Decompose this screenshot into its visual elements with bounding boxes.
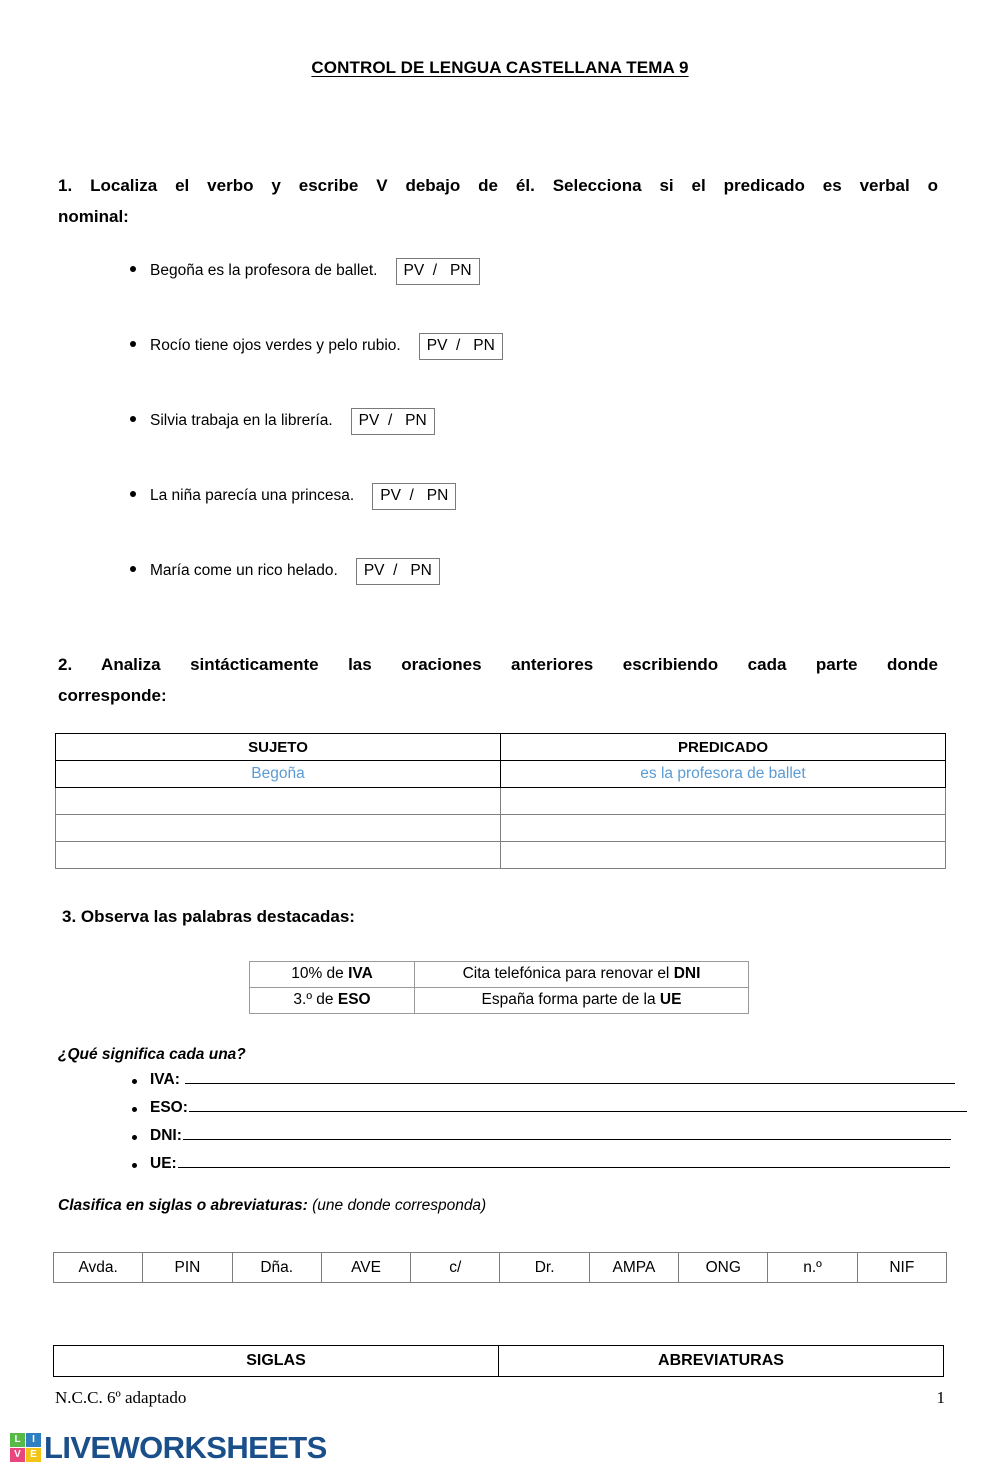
bullet-icon bbox=[132, 1079, 137, 1084]
table-row bbox=[56, 761, 946, 788]
blank-label-ue: UE: bbox=[150, 1155, 177, 1172]
question-1-heading-line-1: 1. Localiza el verbo y escribe V debajo de él. Selecciona si el predicado es verbal o bbox=[58, 176, 938, 195]
word-bank-cell[interactable]: AMPA bbox=[589, 1253, 678, 1283]
answer-blank-ue[interactable] bbox=[178, 1154, 950, 1168]
word-bank-cell[interactable]: Dr. bbox=[500, 1253, 589, 1283]
column-header-predicado: PREDICADO bbox=[501, 734, 946, 761]
cell-sujeto[interactable]: Begoña bbox=[56, 761, 501, 788]
bullet-icon bbox=[130, 491, 136, 497]
word-bank-table bbox=[53, 1252, 947, 1283]
bullet-icon bbox=[130, 341, 136, 347]
table-row bbox=[250, 988, 749, 1014]
question-2-heading-line-2: corresponde: bbox=[58, 686, 167, 705]
pv-pn-choice-box[interactable]: PV / PN bbox=[372, 483, 456, 510]
sentence-text: María come un rico helado. bbox=[150, 562, 338, 579]
meaning-blank-list bbox=[0, 1070, 1000, 1182]
bullet-icon bbox=[132, 1163, 137, 1168]
liveworksheets-logo bbox=[10, 1432, 327, 1463]
column-header-abreviaturas: ABREVIATURAS bbox=[499, 1346, 944, 1377]
column-header-sujeto: SUJETO bbox=[56, 734, 501, 761]
table-row bbox=[56, 842, 946, 869]
bullet-icon bbox=[132, 1107, 137, 1112]
example-cell-eso bbox=[250, 988, 415, 1014]
question-2-heading bbox=[0, 649, 1000, 711]
table-row bbox=[56, 815, 946, 842]
word-bank-cell[interactable]: Dña. bbox=[232, 1253, 321, 1283]
table-header-row bbox=[56, 734, 946, 761]
list-item bbox=[0, 1126, 1000, 1154]
logo-tile-e: E bbox=[26, 1448, 41, 1462]
answer-blank-iva[interactable] bbox=[185, 1070, 955, 1084]
word-bank-cell[interactable]: NIF bbox=[857, 1253, 946, 1283]
table-row bbox=[56, 788, 946, 815]
bullet-icon bbox=[130, 566, 136, 572]
bullet-icon bbox=[130, 266, 136, 272]
classify-instruction-bold: Clasifica en siglas o abreviaturas: bbox=[58, 1197, 308, 1214]
footer-page-number: 1 bbox=[936, 1388, 945, 1407]
example-bold-term: IVA bbox=[348, 965, 373, 982]
pv-pn-choice-box[interactable]: PV / PN bbox=[419, 333, 503, 360]
page-footer bbox=[55, 1388, 945, 1408]
answer-blank-eso[interactable] bbox=[189, 1098, 967, 1112]
pv-pn-choice-box[interactable]: PV / PN bbox=[396, 258, 480, 285]
blank-label-dni: DNI: bbox=[150, 1127, 182, 1144]
example-bold-term: DNI bbox=[673, 965, 701, 982]
column-header-siglas: SIGLAS bbox=[54, 1346, 499, 1377]
cell-predicado[interactable]: es la profesora de ballet bbox=[501, 761, 946, 788]
example-text: Cita telefónica para renovar el bbox=[462, 965, 674, 982]
example-cell-ue bbox=[415, 988, 749, 1014]
word-bank-cell[interactable]: n.º bbox=[768, 1253, 857, 1283]
logo-tile-v: V bbox=[10, 1448, 25, 1462]
example-cell-iva bbox=[250, 962, 415, 988]
logo-tile-i: I bbox=[26, 1433, 41, 1447]
cell-predicado[interactable] bbox=[501, 815, 946, 842]
question-3-heading: 3. Observa las palabras destacadas: bbox=[62, 907, 355, 926]
example-text: España forma parte de la bbox=[481, 991, 660, 1008]
list-item bbox=[0, 1154, 1000, 1182]
list-item bbox=[0, 333, 1000, 408]
word-bank-cell[interactable]: ONG bbox=[679, 1253, 768, 1283]
example-cell-dni bbox=[415, 962, 749, 988]
bullet-icon bbox=[130, 416, 136, 422]
cell-predicado[interactable] bbox=[501, 788, 946, 815]
example-text: 10% de bbox=[291, 965, 349, 982]
page-title bbox=[0, 58, 1000, 78]
sentence-text: La niña parecía una princesa. bbox=[150, 487, 355, 504]
list-item bbox=[0, 558, 1000, 633]
sujeto-predicado-table bbox=[55, 733, 946, 869]
answer-blank-dni[interactable] bbox=[183, 1126, 951, 1140]
classify-instruction bbox=[58, 1197, 486, 1215]
question-1-heading-line-2: nominal: bbox=[58, 207, 129, 226]
question-1-heading bbox=[0, 170, 1000, 232]
highlighted-words-table bbox=[249, 961, 749, 1014]
word-bank-cell[interactable]: AVE bbox=[321, 1253, 410, 1283]
cell-predicado[interactable] bbox=[501, 842, 946, 869]
table-row bbox=[250, 962, 749, 988]
cell-sujeto[interactable] bbox=[56, 842, 501, 869]
sentence-text: Rocío tiene ojos verdes y pelo rubio. bbox=[150, 337, 401, 354]
table-header-row bbox=[54, 1346, 944, 1377]
example-bold-term: UE bbox=[659, 991, 682, 1008]
cell-sujeto[interactable] bbox=[56, 788, 501, 815]
pv-pn-choice-box[interactable]: PV / PN bbox=[351, 408, 435, 435]
liveworksheets-wordmark: LIVEWORKSHEETS bbox=[44, 1430, 327, 1465]
logo-tile-l: L bbox=[10, 1433, 25, 1447]
sentence-text: Begoña es la profesora de ballet. bbox=[150, 262, 378, 279]
blank-label-iva: IVA: bbox=[150, 1071, 185, 1088]
bullet-icon bbox=[132, 1135, 137, 1140]
example-bold-term: ESO bbox=[337, 991, 371, 1008]
word-bank-cell[interactable]: PIN bbox=[143, 1253, 232, 1283]
footer-left-text: N.C.C. 6º adaptado bbox=[55, 1388, 187, 1407]
classify-instruction-italic: (une donde corresponda) bbox=[307, 1197, 487, 1214]
list-item bbox=[0, 1098, 1000, 1126]
page-title-text: CONTROL DE LENGUA CASTELLANA TEMA 9 bbox=[311, 58, 689, 77]
sentence-text: Silvia trabaja en la librería. bbox=[150, 412, 333, 429]
meaning-question-label: ¿Qué significa cada una? bbox=[58, 1046, 246, 1063]
worksheet-page bbox=[0, 58, 1000, 1471]
question-2-heading-line-1: 2. Analiza sintácticamente las oraciones anteriores escribiendo cada parte donde bbox=[58, 655, 938, 674]
list-item bbox=[0, 258, 1000, 333]
list-item bbox=[0, 408, 1000, 483]
cell-sujeto[interactable] bbox=[56, 815, 501, 842]
liveworksheets-logo-tiles bbox=[10, 1433, 41, 1462]
siglas-abreviaturas-table bbox=[53, 1345, 944, 1377]
question-1-sentence-list bbox=[0, 258, 1000, 633]
word-bank-cell[interactable]: Avda. bbox=[54, 1253, 143, 1283]
list-item bbox=[0, 483, 1000, 558]
list-item bbox=[0, 1070, 1000, 1098]
pv-pn-choice-box[interactable]: PV / PN bbox=[356, 558, 440, 585]
table-row bbox=[54, 1253, 947, 1283]
word-bank-cell[interactable]: c/ bbox=[411, 1253, 500, 1283]
example-text: 3.º de bbox=[293, 991, 338, 1008]
blank-label-eso: ESO: bbox=[150, 1099, 188, 1116]
